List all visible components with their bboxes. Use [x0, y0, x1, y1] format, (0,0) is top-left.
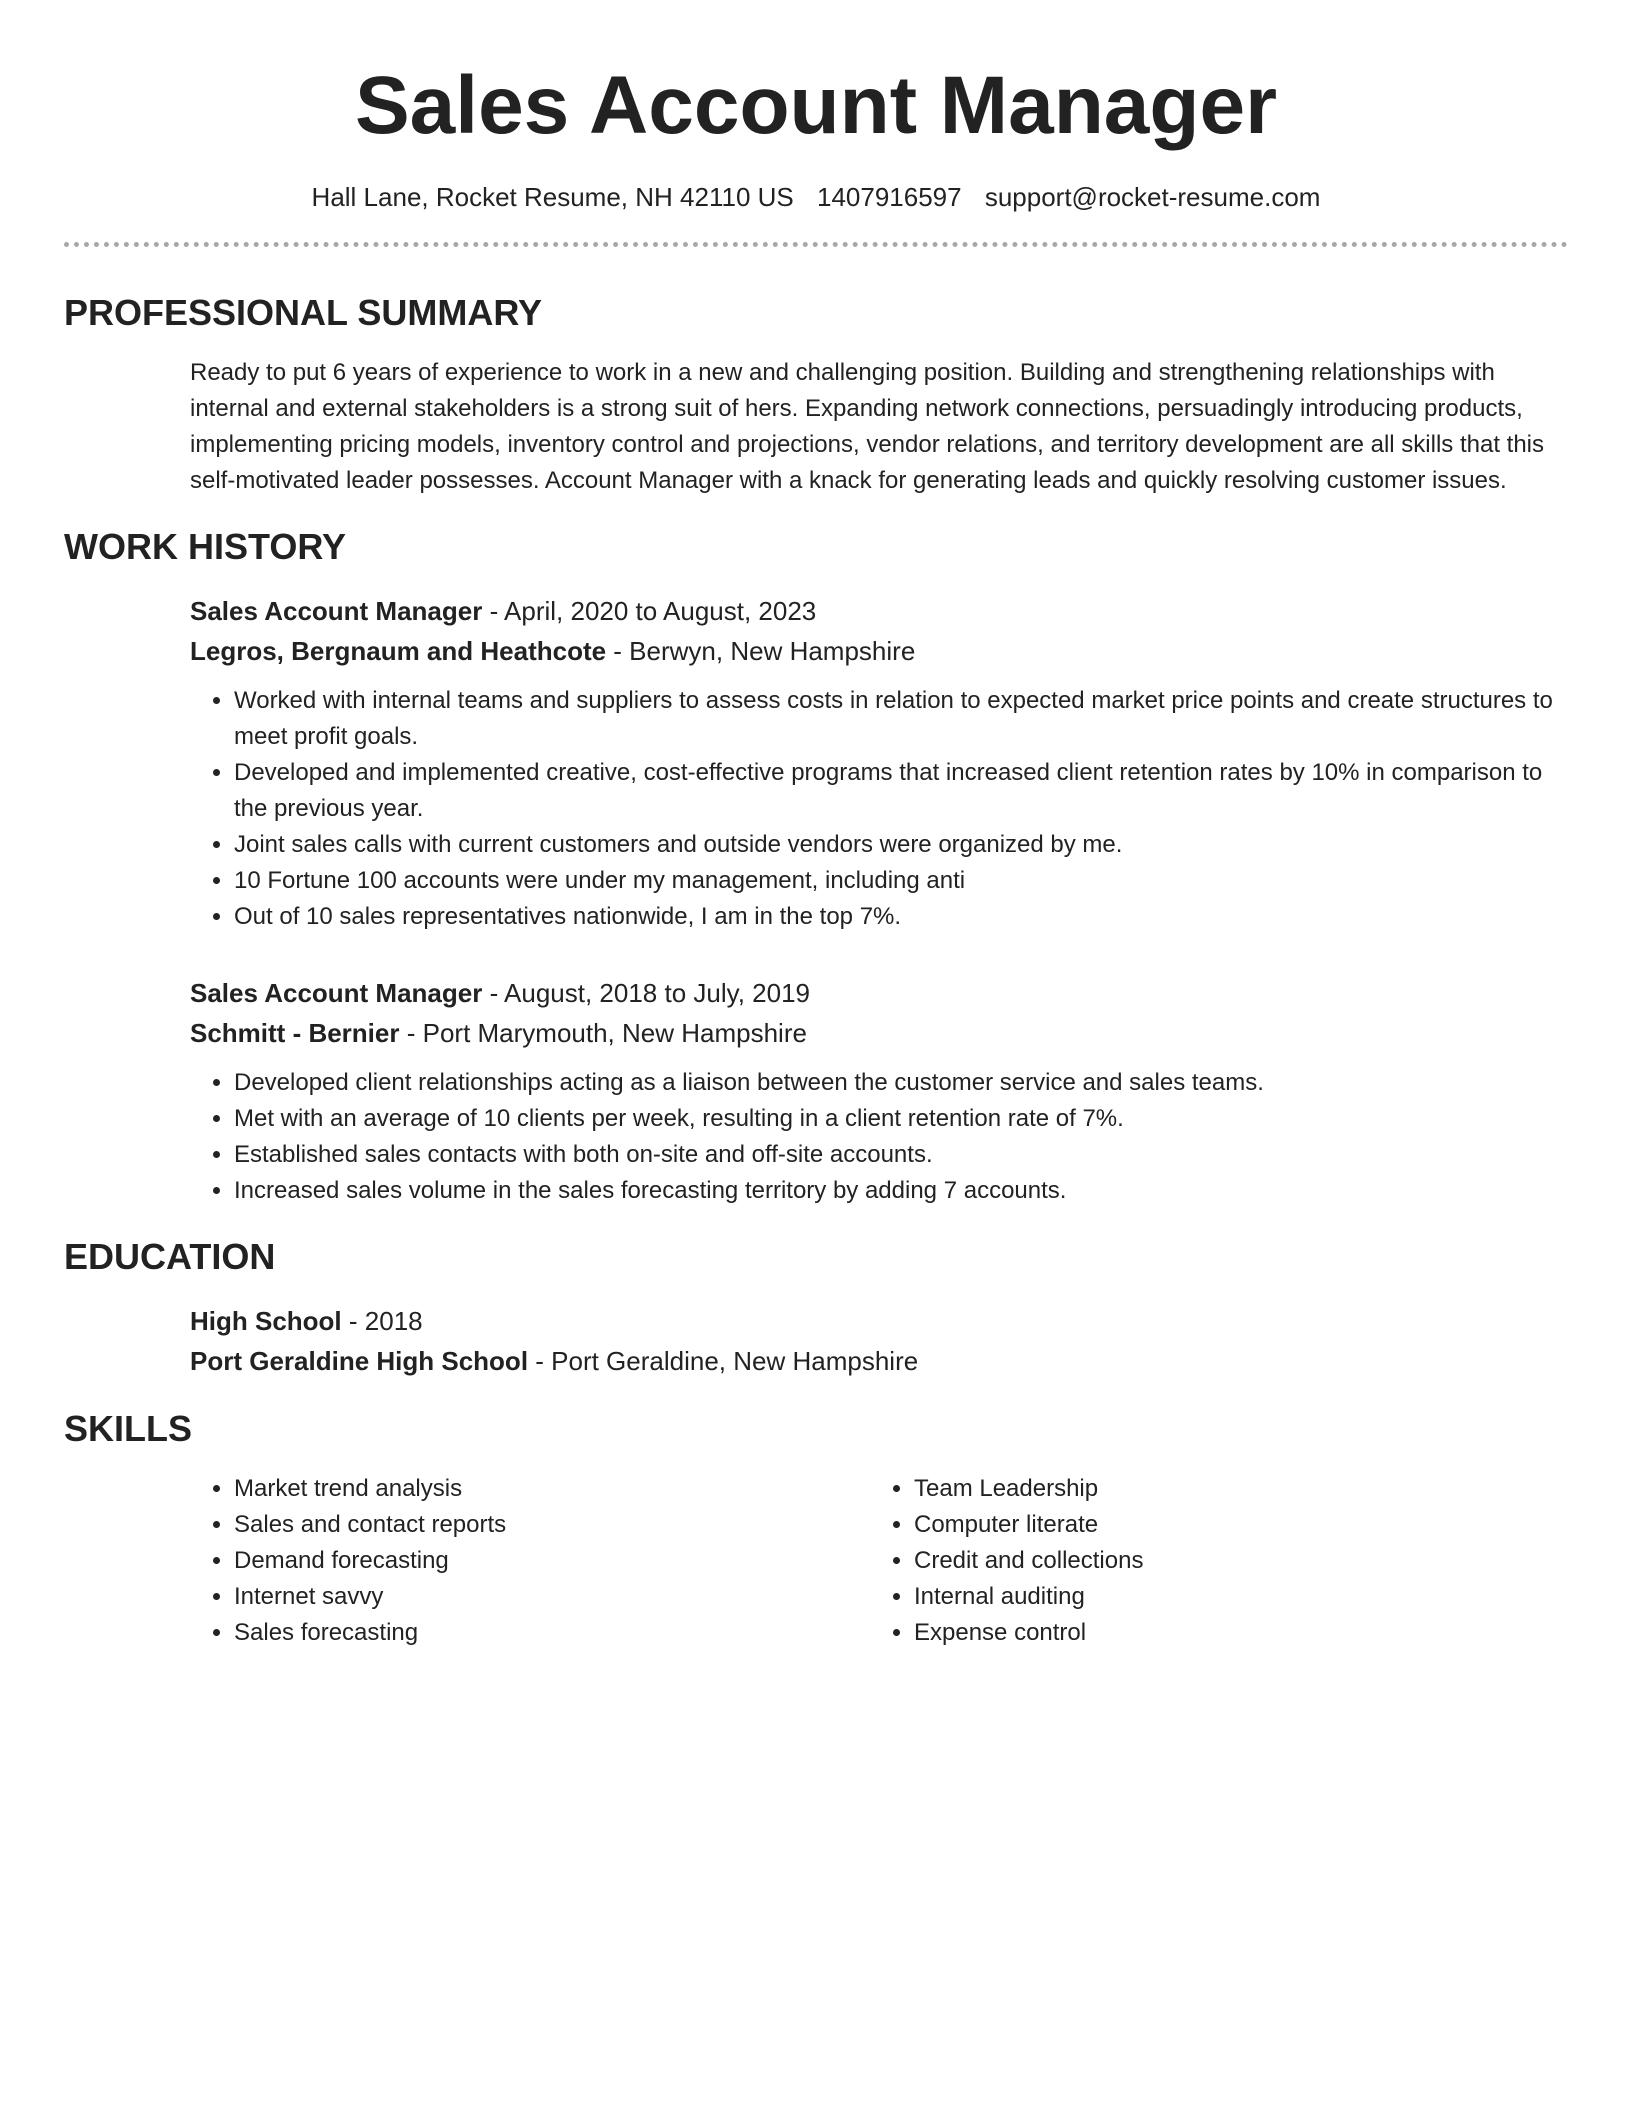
job-dates: - April, 2020 to August, 2023 [482, 596, 817, 626]
skill-item: • Internet savvy [234, 1579, 870, 1615]
list-item: • Worked with internal teams and suppliers to assess costs in relation to expected market price points and create structures to meet profit goals. [234, 683, 1568, 755]
summary-text: Ready to put 6 years of experience to work in a new and challenging position. Building and strengthening relationships with internal and external stakeholders is a strong suit of hers. Expanding network connections, persuadingly introducing products, implementing pricing models, inventory control and projections, vendor relations, and territory development are all skills that this self-motivated leader possesses. Account Manager with a knack for generating leads and quickly resolving customer issues. [190, 359, 1544, 494]
skill-item: • Demand forecasting [234, 1543, 870, 1579]
section-skills [64, 1407, 1568, 1651]
list-item: • 10 Fortune 100 accounts were under my management, including anti [234, 863, 1568, 899]
job-bullets [190, 683, 1568, 935]
education-degree-line [190, 1301, 1568, 1341]
contact-email: support@rocket-resume.com [984, 182, 1321, 212]
skill-item: • Team Leadership [914, 1471, 1550, 1507]
education-school-line [190, 1341, 1568, 1381]
list-item: • Developed and implemented creative, cost-effective programs that increased client retention rates by 10% in comparison to the previous year. [234, 755, 1568, 827]
education-year: - 2018 [341, 1306, 423, 1336]
job-entry [190, 591, 1568, 935]
summary-heading: PROFESSIONAL SUMMARY [64, 292, 543, 333]
job-title-line [190, 973, 1568, 1013]
job-company-line [190, 631, 1568, 671]
resume-name: Sales Account Manager [354, 60, 1278, 151]
skills-heading: SKILLS [64, 1408, 193, 1449]
list-item: • Developed client relationships acting as a liaison between the customer service and sales teams. [234, 1065, 1568, 1101]
skills-grid [190, 1471, 1568, 1651]
job-company: Legros, Bergnaum and Heathcote [190, 636, 607, 666]
contact-address: Hall Lane, Rocket Resume, NH 42110 US [311, 182, 794, 212]
list-item: • Established sales contacts with both on-site and off-site accounts. [234, 1137, 1568, 1173]
section-education [64, 1235, 1568, 1381]
section-work-history [64, 525, 1568, 1209]
skill-item: • Sales forecasting [234, 1615, 870, 1651]
education-degree: High School [190, 1306, 342, 1336]
list-item: • Met with an average of 10 clients per week, resulting in a client retention rate of 7%. [234, 1101, 1568, 1137]
job-entry [190, 973, 1568, 1209]
skill-item: • Internal auditing [914, 1579, 1550, 1615]
header-divider [64, 242, 1568, 247]
skill-item: • Sales and contact reports [234, 1507, 870, 1543]
contact-line [64, 180, 1568, 214]
list-item: • Out of 10 sales representatives nationwide, I am in the top 7%. [234, 899, 1568, 935]
skill-item: • Computer literate [914, 1507, 1550, 1543]
job-location: - Port Marymouth, New Hampshire [399, 1018, 807, 1048]
contact-phone: 1407916597 [816, 182, 962, 212]
job-location: - Berwyn, New Hampshire [606, 636, 916, 666]
job-bullets [190, 1065, 1568, 1209]
skill-item: • Credit and collections [914, 1543, 1550, 1579]
list-item: • Joint sales calls with current customers and outside vendors were organized by me. [234, 827, 1568, 863]
skill-item: • Expense control [914, 1615, 1550, 1651]
education-heading: EDUCATION [64, 1236, 276, 1277]
education-school: Port Geraldine High School [190, 1346, 529, 1376]
job-dates: - August, 2018 to July, 2019 [482, 978, 810, 1008]
education-location: - Port Geraldine, New Hampshire [528, 1346, 919, 1376]
job-title-line [190, 591, 1568, 631]
skills-column-left [190, 1471, 870, 1651]
section-summary [64, 291, 1568, 499]
job-company-line [190, 1013, 1568, 1053]
job-company: Schmitt - Bernier [190, 1018, 400, 1048]
job-role: Sales Account Manager [190, 978, 483, 1008]
list-item: • Increased sales volume in the sales forecasting territory by adding 7 accounts. [234, 1173, 1568, 1209]
skill-item: • Market trend analysis [234, 1471, 870, 1507]
education-entry [190, 1301, 1568, 1381]
skills-column-right [870, 1471, 1550, 1651]
work-history-heading: WORK HISTORY [64, 526, 347, 567]
job-role: Sales Account Manager [190, 596, 483, 626]
